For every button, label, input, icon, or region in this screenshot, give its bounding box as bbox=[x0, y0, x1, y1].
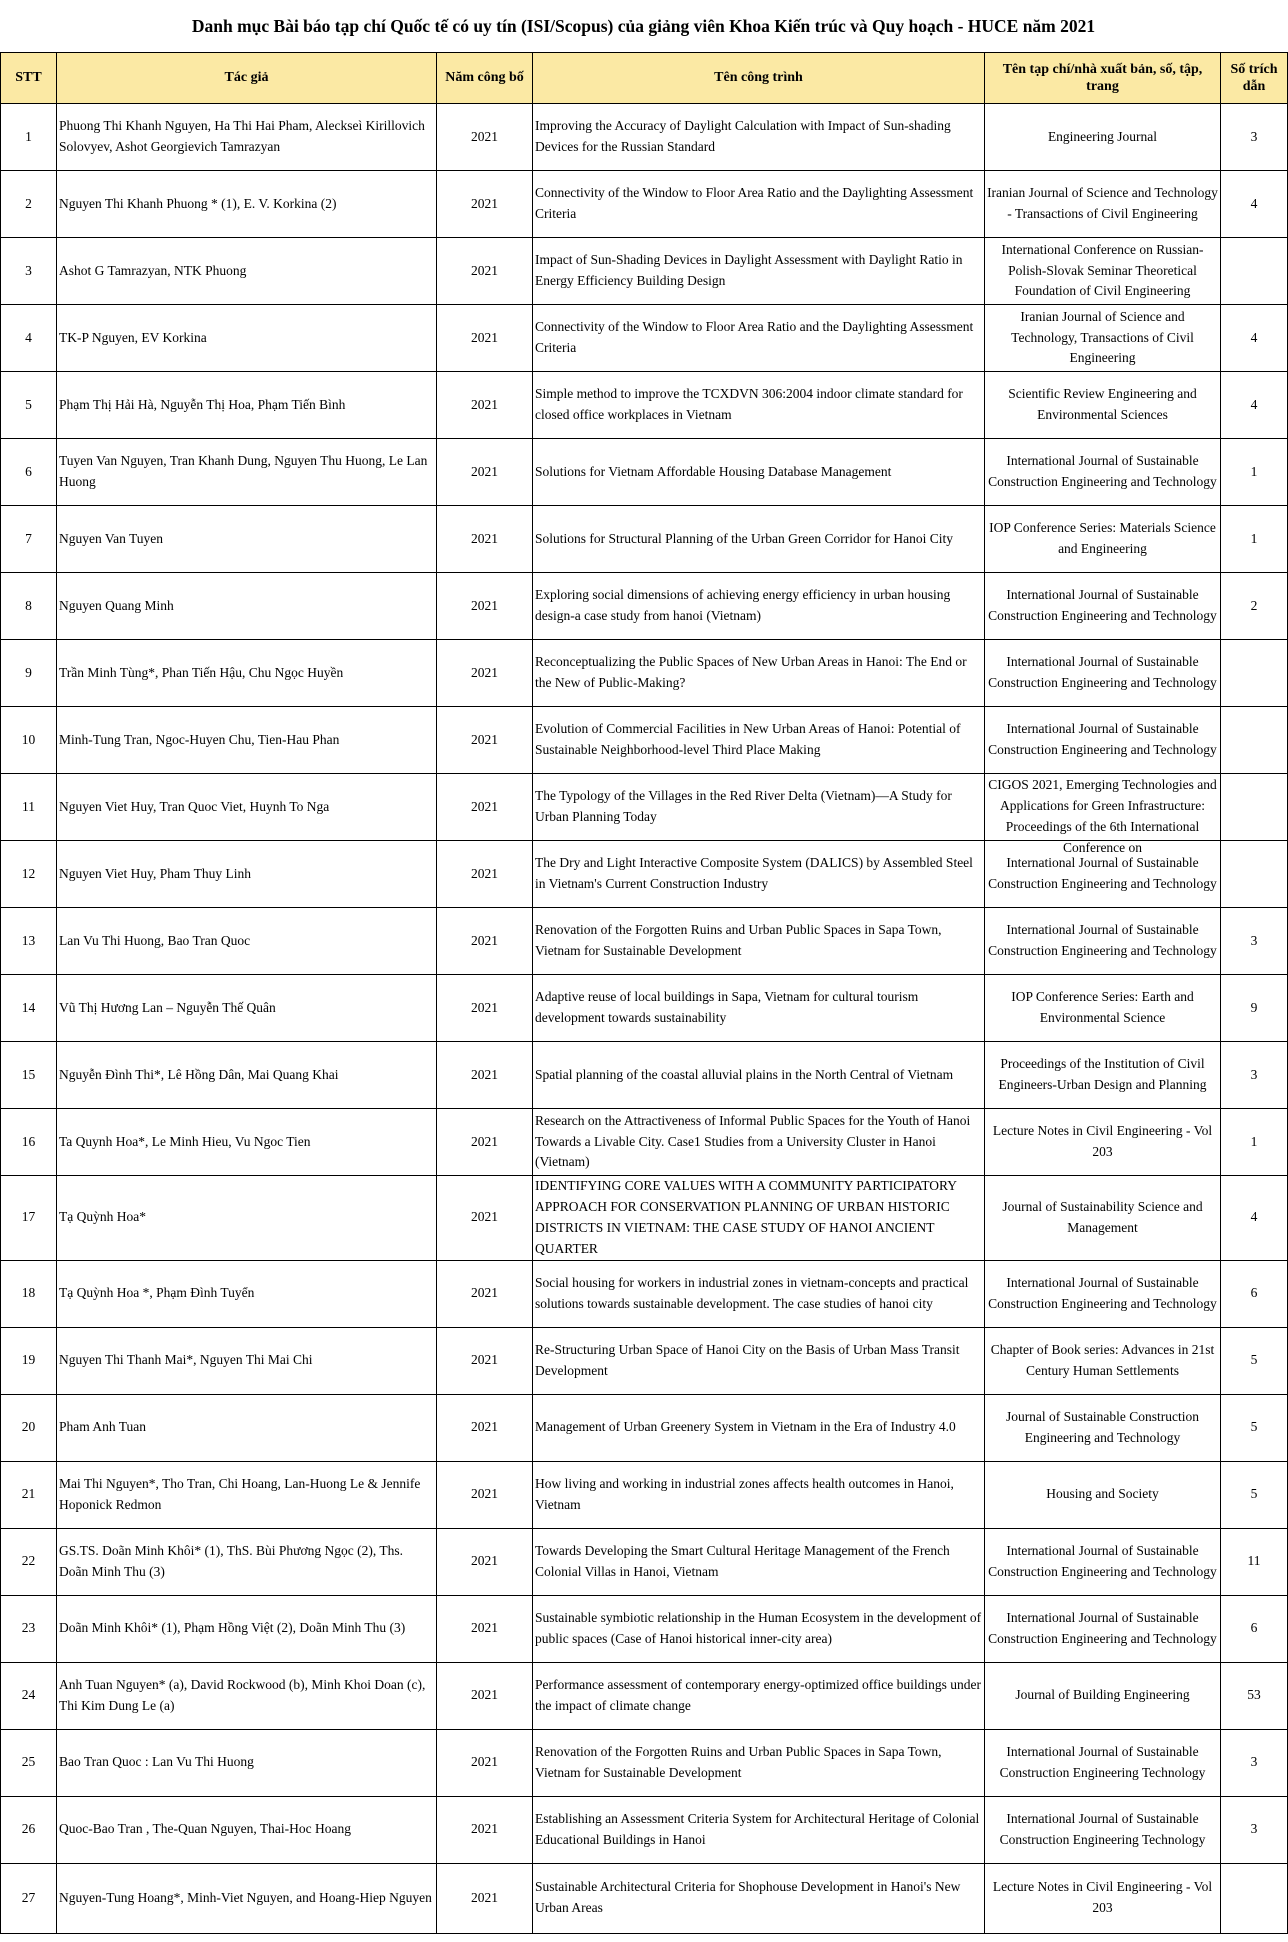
journal-text: Scientific Review Engineering and Environmental Sciences bbox=[1008, 386, 1197, 422]
cell-work: Establishing an Assessment Criteria System for Architectural Heritage of Colonial Educational Buildings in Hanoi bbox=[533, 1796, 985, 1863]
cell-year: 2021 bbox=[437, 439, 533, 506]
cell-stt: 8 bbox=[1, 573, 57, 640]
page-title: Danh mục Bài báo tạp chí Quốc tế có uy tín (ISI/Scopus) của giảng viên Khoa Kiến trúc và Quy hoạch - HUCE năm 2021 bbox=[191, 16, 1096, 36]
table-row bbox=[1, 238, 1288, 305]
journal-text: International Journal of Sustainable Construction Engineering and Technology bbox=[988, 453, 1217, 489]
cell-author: Minh-Tung Tran, Ngoc-Huyen Chu, Tien-Hau Phan bbox=[57, 707, 437, 774]
cell-citations: 3 bbox=[1221, 908, 1288, 975]
journal-text: International Conference on Russian-Polish-Slovak Seminar Theoretical Foundation of Civil Engineering bbox=[1001, 241, 1204, 299]
cell-citations: 53 bbox=[1221, 1662, 1288, 1729]
cell-citations: 11 bbox=[1221, 1528, 1288, 1595]
table-row bbox=[1, 1394, 1288, 1461]
table-row bbox=[1, 1863, 1288, 1933]
cell-journal bbox=[985, 305, 1221, 372]
cell-citations: 6 bbox=[1221, 1260, 1288, 1327]
header-citations: Số trích dẫn bbox=[1221, 53, 1288, 104]
cell-journal bbox=[985, 707, 1221, 774]
cell-year: 2021 bbox=[437, 1260, 533, 1327]
cell-author: Nguyen Thi Thanh Mai*, Nguyen Thi Mai Chi bbox=[57, 1327, 437, 1394]
cell-author: Tạ Quỳnh Hoa *, Phạm Đình Tuyển bbox=[57, 1260, 437, 1327]
journal-text: CIGOS 2021, Emerging Technologies and Applications for Green Infrastructure: Proceedings of the 6th International Conference on bbox=[988, 777, 1217, 855]
journal-text: IOP Conference Series: Materials Science and Engineering bbox=[989, 520, 1216, 556]
cell-journal bbox=[985, 774, 1221, 855]
cell-work: Performance assessment of contemporary energy-optimized office buildings under the impact of climate change bbox=[533, 1662, 985, 1729]
cell-work: Connectivity of the Window to Floor Area Ratio and the Daylighting Assessment Criteria bbox=[533, 171, 985, 238]
cell-journal bbox=[985, 975, 1221, 1042]
cell-journal bbox=[985, 1595, 1221, 1662]
cell-stt: 4 bbox=[1, 305, 57, 372]
cell-year: 2021 bbox=[437, 1662, 533, 1729]
journal-text: International Journal of Sustainable Construction Engineering Technology bbox=[999, 1743, 1206, 1780]
cell-work: Spatial planning of the coastal alluvial plains in the North Central of Vietnam bbox=[533, 1042, 985, 1109]
table-row bbox=[1, 1662, 1288, 1729]
cell-year: 2021 bbox=[437, 1595, 533, 1662]
cell-stt: 5 bbox=[1, 372, 57, 439]
cell-citations: 4 bbox=[1221, 372, 1288, 439]
cell-year: 2021 bbox=[437, 707, 533, 774]
cell-journal bbox=[985, 171, 1221, 238]
journal-text: International Journal of Sustainable Construction Engineering and Technology bbox=[988, 721, 1217, 757]
table-row bbox=[1, 640, 1288, 707]
cell-citations: 3 bbox=[1221, 1042, 1288, 1109]
cell-author: Anh Tuan Nguyen* (a), David Rockwood (b), Minh Khoi Doan (c), Thi Kim Dung Le (a) bbox=[57, 1662, 437, 1729]
journal-text: Iranian Journal of Science and Technology, Transactions of Civil Engineering bbox=[1011, 308, 1194, 366]
cell-stt: 15 bbox=[1, 1042, 57, 1109]
table-header bbox=[1, 53, 1288, 104]
cell-year: 2021 bbox=[437, 774, 533, 841]
cell-citations: 9 bbox=[1221, 975, 1288, 1042]
table-row bbox=[1, 707, 1288, 774]
cell-author: Vũ Thị Hương Lan – Nguyễn Thế Quân bbox=[57, 975, 437, 1042]
cell-journal bbox=[985, 506, 1221, 573]
cell-work: Management of Urban Greenery System in Vietnam in the Era of Industry 4.0 bbox=[533, 1394, 985, 1461]
cell-work: Sustainable symbiotic relationship in the Human Ecosystem in the development of public spaces (Case of Hanoi historical inner-city area) bbox=[533, 1595, 985, 1662]
cell-work: The Typology of the Villages in the Red River Delta (Vietnam)—A Study for Urban Planning Today bbox=[533, 774, 985, 841]
cell-work: Sustainable Architectural Criteria for Shophouse Development in Hanoi's New Urban Areas bbox=[533, 1863, 985, 1933]
table-row bbox=[1, 1042, 1288, 1109]
cell-year: 2021 bbox=[437, 1863, 533, 1933]
table-row bbox=[1, 1327, 1288, 1394]
cell-journal bbox=[985, 1109, 1221, 1176]
cell-work: Improving the Accuracy of Daylight Calculation with Impact of Sun-shading Devices for the Russian Standard bbox=[533, 104, 985, 171]
cell-work: Exploring social dimensions of achieving energy efficiency in urban housing design-a case study from hanoi (Vietnam) bbox=[533, 573, 985, 640]
table-row bbox=[1, 1461, 1288, 1528]
cell-citations: 2 bbox=[1221, 573, 1288, 640]
cell-stt: 25 bbox=[1, 1729, 57, 1796]
header-stt: STT bbox=[1, 53, 57, 104]
table-row bbox=[1, 104, 1288, 171]
cell-author: Nguyen Viet Huy, Pham Thuy Linh bbox=[57, 841, 437, 908]
cell-work: Social housing for workers in industrial zones in vietnam-concepts and practical solutions towards sustainable development. The case studies of hanoi city bbox=[533, 1260, 985, 1327]
cell-author: Nguyen-Tung Hoang*, Minh-Viet Nguyen, and Hoang-Hiep Nguyen bbox=[57, 1863, 437, 1933]
journal-text: International Journal of Sustainable Construction Engineering and Technology bbox=[988, 654, 1217, 690]
cell-citations bbox=[1221, 238, 1288, 305]
cell-stt: 10 bbox=[1, 707, 57, 774]
journal-text: International Journal of Sustainable Construction Engineering and Technology bbox=[988, 1542, 1217, 1579]
header-row bbox=[1, 53, 1288, 104]
cell-year: 2021 bbox=[437, 372, 533, 439]
cell-year: 2021 bbox=[437, 1729, 533, 1796]
cell-journal bbox=[985, 1461, 1221, 1528]
journal-text: Lecture Notes in Civil Engineering - Vol 203 bbox=[992, 1123, 1213, 1159]
cell-year: 2021 bbox=[437, 908, 533, 975]
cell-work: How living and working in industrial zones affects health outcomes in Hanoi, Vietnam bbox=[533, 1461, 985, 1528]
journal-text: International Journal of Sustainable Construction Engineering Technology bbox=[999, 1810, 1206, 1847]
cell-citations: 5 bbox=[1221, 1394, 1288, 1461]
cell-year: 2021 bbox=[437, 1042, 533, 1109]
cell-citations: 5 bbox=[1221, 1327, 1288, 1394]
cell-author: Mai Thi Nguyen*, Tho Tran, Chi Hoang, Lan-Huong Le & Jennife Hoponick Redmon bbox=[57, 1461, 437, 1528]
cell-author: Bao Tran Quoc : Lan Vu Thi Huong bbox=[57, 1729, 437, 1796]
cell-work: Solutions for Structural Planning of the Urban Green Corridor for Hanoi City bbox=[533, 506, 985, 573]
table-body bbox=[1, 104, 1288, 1934]
cell-year: 2021 bbox=[437, 506, 533, 573]
cell-work: Adaptive reuse of local buildings in Sapa, Vietnam for cultural tourism development towards sustainability bbox=[533, 975, 985, 1042]
cell-stt: 16 bbox=[1, 1109, 57, 1176]
cell-work: Renovation of the Forgotten Ruins and Urban Public Spaces in Sapa Town, Vietnam for Sustainable Development bbox=[533, 908, 985, 975]
cell-year: 2021 bbox=[437, 573, 533, 640]
header-journal: Tên tạp chí/nhà xuất bản, số, tập, trang bbox=[985, 53, 1221, 104]
cell-year: 2021 bbox=[437, 1528, 533, 1595]
cell-year: 2021 bbox=[437, 1394, 533, 1461]
cell-citations bbox=[1221, 774, 1288, 841]
cell-stt: 14 bbox=[1, 975, 57, 1042]
cell-author: Nguyen Thi Khanh Phuong * (1), E. V. Korkina (2) bbox=[57, 171, 437, 238]
cell-journal bbox=[985, 1327, 1221, 1394]
cell-citations: 3 bbox=[1221, 104, 1288, 171]
cell-journal bbox=[985, 238, 1221, 305]
table-row bbox=[1, 1595, 1288, 1662]
cell-work: The Dry and Light Interactive Composite System (DALICS) by Assembled Steel in Vietnam's Current Construction Industry bbox=[533, 841, 985, 908]
cell-author: Doãn Minh Khôi* (1), Phạm Hồng Việt (2), Doãn Minh Thu (3) bbox=[57, 1595, 437, 1662]
cell-journal bbox=[985, 640, 1221, 707]
cell-citations bbox=[1221, 841, 1288, 908]
cell-journal bbox=[985, 908, 1221, 975]
cell-work: Impact of Sun-Shading Devices in Daylight Assessment with Daylight Ratio in Energy Efficiency Building Design bbox=[533, 238, 985, 305]
table-row bbox=[1, 1796, 1288, 1863]
table-row bbox=[1, 171, 1288, 238]
cell-stt: 26 bbox=[1, 1796, 57, 1863]
table-row bbox=[1, 305, 1288, 372]
cell-author: TK-P Nguyen, EV Korkina bbox=[57, 305, 437, 372]
table-row bbox=[1, 774, 1288, 841]
cell-year: 2021 bbox=[437, 305, 533, 372]
cell-year: 2021 bbox=[437, 640, 533, 707]
cell-journal bbox=[985, 1863, 1221, 1933]
table-row bbox=[1, 1729, 1288, 1796]
cell-stt: 9 bbox=[1, 640, 57, 707]
cell-work: Evolution of Commercial Facilities in New Urban Areas of Hanoi: Potential of Sustainable Neighborhood-level Third Place Making bbox=[533, 707, 985, 774]
cell-citations bbox=[1221, 640, 1288, 707]
cell-journal bbox=[985, 1394, 1221, 1461]
cell-author: Pham Anh Tuan bbox=[57, 1394, 437, 1461]
journal-text: Proceedings of the Institution of Civil Engineers-Urban Design and Planning bbox=[998, 1056, 1207, 1092]
cell-citations bbox=[1221, 1863, 1288, 1933]
cell-journal bbox=[985, 1796, 1221, 1863]
cell-citations: 1 bbox=[1221, 439, 1288, 506]
cell-citations: 4 bbox=[1221, 305, 1288, 372]
journal-text: International Journal of Sustainable Construction Engineering and Technology bbox=[988, 922, 1217, 958]
cell-author: Tạ Quỳnh Hoa* bbox=[57, 1176, 437, 1261]
cell-work: Towards Developing the Smart Cultural Heritage Management of the French Colonial Villas in Hanoi, Vietnam bbox=[533, 1528, 985, 1595]
journal-text: Lecture Notes in Civil Engineering - Vol 203 bbox=[992, 1879, 1213, 1916]
cell-work: Renovation of the Forgotten Ruins and Urban Public Spaces in Sapa Town, Vietnam for Sustainable Development bbox=[533, 1729, 985, 1796]
cell-work: Research on the Attractiveness of Informal Public Spaces for the Youth of Hanoi Towards a Livable City. Case1 Studies from a University Cluster in Hanoi (Vietnam) bbox=[533, 1109, 985, 1176]
cell-journal bbox=[985, 1729, 1221, 1796]
journal-text: Engineering Journal bbox=[1047, 128, 1158, 144]
cell-citations: 1 bbox=[1221, 506, 1288, 573]
table-row bbox=[1, 506, 1288, 573]
cell-author: Tuyen Van Nguyen, Tran Khanh Dung, Nguyen Thu Huong, Le Lan Huong bbox=[57, 439, 437, 506]
cell-year: 2021 bbox=[437, 1796, 533, 1863]
journal-text: Iranian Journal of Science and Technology - Transactions of Civil Engineering bbox=[987, 185, 1218, 221]
table-row bbox=[1, 439, 1288, 506]
cell-work: Connectivity of the Window to Floor Area Ratio and the Daylighting Assessment Criteria bbox=[533, 305, 985, 372]
cell-citations: 3 bbox=[1221, 1796, 1288, 1863]
cell-work: Solutions for Vietnam Affordable Housing Database Management bbox=[533, 439, 985, 506]
cell-journal bbox=[985, 372, 1221, 439]
cell-stt: 23 bbox=[1, 1595, 57, 1662]
cell-work: Simple method to improve the TCXDVN 306:2004 indoor climate standard for closed office workplaces in Vietnam bbox=[533, 372, 985, 439]
cell-stt: 6 bbox=[1, 439, 57, 506]
cell-author: Ta Quynh Hoa*, Le Minh Hieu, Vu Ngoc Tien bbox=[57, 1109, 437, 1176]
table-row bbox=[1, 1528, 1288, 1595]
cell-year: 2021 bbox=[437, 171, 533, 238]
cell-work: Re-Structuring Urban Space of Hanoi City on the Basis of Urban Mass Transit Development bbox=[533, 1327, 985, 1394]
table-row bbox=[1, 908, 1288, 975]
journal-text: IOP Conference Series: Earth and Environmental Science bbox=[1011, 989, 1194, 1025]
cell-citations: 6 bbox=[1221, 1595, 1288, 1662]
cell-citations bbox=[1221, 707, 1288, 774]
cell-stt: 19 bbox=[1, 1327, 57, 1394]
cell-stt: 21 bbox=[1, 1461, 57, 1528]
cell-citations: 4 bbox=[1221, 1176, 1288, 1261]
cell-work: Reconceptualizing the Public Spaces of New Urban Areas in Hanoi: The End or the New of Public-Making? bbox=[533, 640, 985, 707]
journal-text: International Journal of Sustainable Construction Engineering and Technology bbox=[988, 1274, 1217, 1311]
cell-stt: 17 bbox=[1, 1176, 57, 1261]
cell-citations: 3 bbox=[1221, 1729, 1288, 1796]
cell-author: Lan Vu Thi Huong, Bao Tran Quoc bbox=[57, 908, 437, 975]
cell-author: Quoc-Bao Tran , The-Quan Nguyen, Thai-Hoc Hoang bbox=[57, 1796, 437, 1863]
cell-stt: 1 bbox=[1, 104, 57, 171]
cell-stt: 18 bbox=[1, 1260, 57, 1327]
cell-year: 2021 bbox=[437, 238, 533, 305]
cell-author: Ashot G Tamrazyan, NTK Phuong bbox=[57, 238, 437, 305]
table-row bbox=[1, 573, 1288, 640]
cell-author: Nguyen Van Tuyen bbox=[57, 506, 437, 573]
cell-year: 2021 bbox=[437, 841, 533, 908]
cell-stt: 27 bbox=[1, 1863, 57, 1933]
cell-journal bbox=[985, 1662, 1221, 1729]
header-work: Tên công trình bbox=[533, 53, 985, 104]
cell-journal bbox=[985, 1260, 1221, 1327]
cell-journal bbox=[985, 1042, 1221, 1109]
journal-text: Journal of Sustainability Science and Management bbox=[1002, 1198, 1203, 1235]
journal-text: International Journal of Sustainable Construction Engineering and Technology bbox=[988, 855, 1217, 891]
cell-citations: 4 bbox=[1221, 171, 1288, 238]
cell-stt: 13 bbox=[1, 908, 57, 975]
journal-text: Journal of Building Engineering bbox=[1015, 1687, 1190, 1703]
cell-author: Nguyễn Đình Thi*, Lê Hồng Dân, Mai Quang Khai bbox=[57, 1042, 437, 1109]
journal-text: Chapter of Book series: Advances in 21st Century Human Settlements bbox=[990, 1341, 1215, 1378]
cell-stt: 20 bbox=[1, 1394, 57, 1461]
cell-stt: 3 bbox=[1, 238, 57, 305]
cell-work: IDENTIFYING CORE VALUES WITH A COMMUNITY PARTICIPATORY APPROACH FOR CONSERVATION PLANNING OF URBAN HISTORIC DISTRICTS IN VIETNAM: THE CASE STUDY OF HANOI ANCIENT QUARTER bbox=[533, 1176, 985, 1261]
table-row bbox=[1, 1176, 1288, 1261]
journal-text: International Journal of Sustainable Construction Engineering and Technology bbox=[988, 1609, 1217, 1646]
publications-table bbox=[0, 52, 1288, 1934]
cell-citations: 5 bbox=[1221, 1461, 1288, 1528]
cell-year: 2021 bbox=[437, 1461, 533, 1528]
cell-journal bbox=[985, 573, 1221, 640]
cell-journal bbox=[985, 439, 1221, 506]
cell-year: 2021 bbox=[437, 104, 533, 171]
cell-year: 2021 bbox=[437, 975, 533, 1042]
cell-stt: 11 bbox=[1, 774, 57, 841]
header-year: Năm công bố bbox=[437, 53, 533, 104]
cell-author: Trần Minh Tùng*, Phan Tiến Hậu, Chu Ngọc Huyền bbox=[57, 640, 437, 707]
cell-journal bbox=[985, 1176, 1221, 1261]
table-row bbox=[1, 372, 1288, 439]
journal-text: International Journal of Sustainable Construction Engineering and Technology bbox=[988, 587, 1217, 623]
cell-journal bbox=[985, 1528, 1221, 1595]
journal-text: Journal of Sustainable Construction Engineering and Technology bbox=[1005, 1408, 1200, 1445]
cell-year: 2021 bbox=[437, 1327, 533, 1394]
table-row bbox=[1, 1260, 1288, 1327]
cell-author: Nguyen Viet Huy, Tran Quoc Viet, Huynh To Nga bbox=[57, 774, 437, 841]
cell-journal bbox=[985, 104, 1221, 171]
cell-author: Phuong Thi Khanh Nguyen, Ha Thi Hai Pham, Aleckseì Kirillovich Solovyev, Ashot Georgievich Tamrazyan bbox=[57, 104, 437, 171]
table-row bbox=[1, 975, 1288, 1042]
cell-citations: 1 bbox=[1221, 1109, 1288, 1176]
table-row bbox=[1, 1109, 1288, 1176]
cell-stt: 2 bbox=[1, 171, 57, 238]
cell-stt: 24 bbox=[1, 1662, 57, 1729]
cell-stt: 7 bbox=[1, 506, 57, 573]
header-author: Tác giả bbox=[57, 53, 437, 104]
cell-year: 2021 bbox=[437, 1109, 533, 1176]
cell-stt: 22 bbox=[1, 1528, 57, 1595]
cell-author: GS.TS. Doãn Minh Khôi* (1), ThS. Bùi Phương Ngọc (2), Ths. Doãn Minh Thu (3) bbox=[57, 1528, 437, 1595]
journal-text: Housing and Society bbox=[1046, 1486, 1159, 1502]
cell-year: 2021 bbox=[437, 1176, 533, 1261]
cell-stt: 12 bbox=[1, 841, 57, 908]
cell-author: Phạm Thị Hải Hà, Nguyễn Thị Hoa, Phạm Tiến Bình bbox=[57, 372, 437, 439]
cell-author: Nguyen Quang Minh bbox=[57, 573, 437, 640]
